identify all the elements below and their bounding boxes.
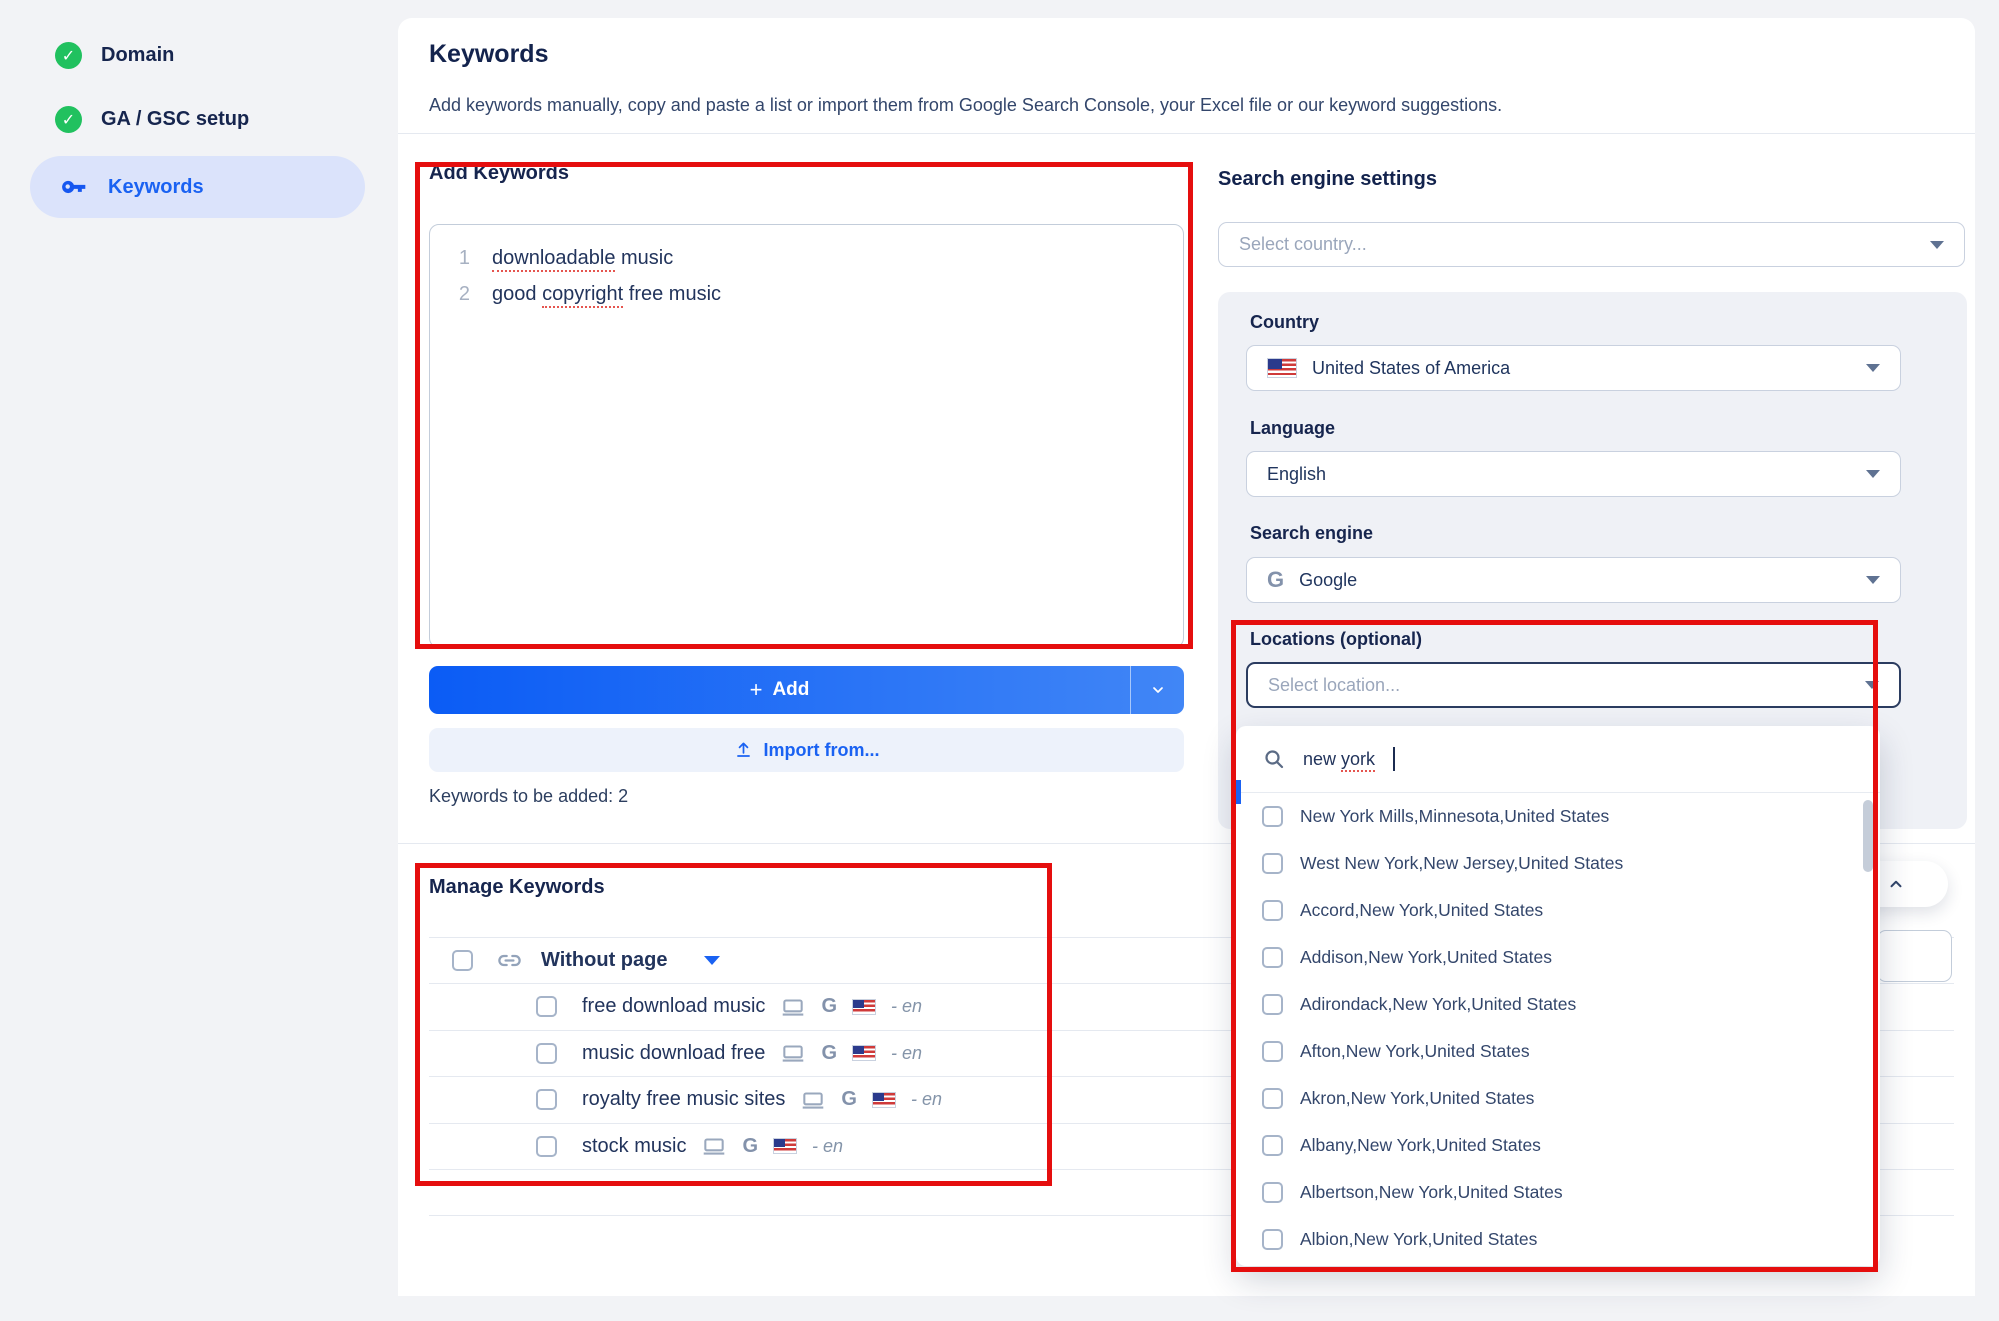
google-icon: G [742,1134,759,1157]
search-engine-label: Search engine [1250,523,1374,543]
chevron-down-icon [1866,364,1880,372]
page-title: Keywords [429,40,549,68]
misspelled-word: copyright [542,283,623,308]
language-tag: - en [891,1042,923,1063]
desktop-icon [780,994,806,1020]
language-label: Language [1250,418,1336,438]
google-icon: G [841,1088,857,1111]
option-checkbox[interactable] [1262,1182,1283,1203]
desktop-icon [780,1040,806,1066]
add-keywords-title: Add Keywords [429,162,570,184]
add-options-button[interactable] [1131,666,1184,714]
keyword-label: stock music [582,1134,687,1157]
line-number: 2 [458,283,470,305]
language-tag: - en [891,996,923,1017]
link-icon [496,947,523,974]
row-checkbox[interactable] [536,996,557,1017]
select-value: English [1267,463,1327,484]
location-option[interactable]: Albertson,New York,United States [1236,1169,1880,1216]
option-checkbox[interactable] [1262,806,1283,827]
keyword-line: 2 good copyright free music [430,276,1183,312]
select-placeholder: Select country... [1239,234,1367,254]
select-value: Google [1299,569,1358,590]
selection-fragment [1236,780,1241,804]
location-option[interactable]: Afton,New York,United States [1236,1028,1880,1075]
chevron-down-icon [1865,681,1879,689]
add-button[interactable]: + Add [749,677,810,702]
location-option[interactable]: Adirondack,New York,United States [1236,981,1880,1028]
sidebar-item-label: Domain [101,44,175,66]
location-select[interactable] [1246,662,1901,708]
location-option[interactable]: Addison,New York,United States [1236,934,1880,981]
chevron-down-icon [1150,682,1166,698]
scrollbar-thumb[interactable] [1863,800,1873,872]
location-option[interactable]: New York Mills,Minnesota,United States [1236,793,1880,840]
check-circle-icon: ✓ [55,106,82,133]
option-checkbox[interactable] [1262,900,1283,921]
location-option[interactable]: Accord,New York,United States [1236,887,1880,934]
country-select[interactable] [1246,345,1901,391]
chevron-down-icon [1930,241,1944,249]
keywords-counter: Keywords to be added: 2 [429,786,629,806]
misspelled-word: downloadable [492,247,615,272]
option-checkbox[interactable] [1262,947,1283,968]
us-flag-icon [773,1138,797,1154]
google-icon: G [1267,567,1285,592]
location-option[interactable]: Albany,New York,United States [1236,1122,1880,1169]
locations-dropdown [1236,726,1880,1266]
sidebar-item-keywords[interactable] [30,156,365,218]
us-flag-icon [1267,358,1297,378]
option-checkbox[interactable] [1262,1041,1283,1062]
select-placeholder: Select location... [1268,674,1401,695]
location-option[interactable]: West New York,New Jersey,United States [1236,840,1880,887]
search-engine-select[interactable] [1246,557,1901,603]
option-checkbox[interactable] [1262,853,1283,874]
location-option[interactable]: Akron,New York,United States [1236,1075,1880,1122]
row-checkbox[interactable] [536,1136,557,1157]
language-tag: - en [910,1089,942,1110]
google-icon: G [821,1041,837,1064]
locations-label: Locations (optional) [1250,629,1422,649]
google-icon: G [821,995,837,1018]
option-checkbox[interactable] [1262,994,1283,1015]
sidebar-item-label: Keywords [108,175,204,198]
desktop-icon [800,1087,826,1113]
sidebar-item-domain[interactable] [55,42,174,69]
group-label: Without page [541,949,668,971]
chevron-up-icon [1887,875,1905,893]
keyword-label: royalty free music sites [582,1088,786,1111]
language-select[interactable] [1246,451,1901,497]
keywords-textarea[interactable] [429,224,1184,648]
country-label: Country [1250,312,1319,332]
check-circle-icon: ✓ [55,42,82,69]
chevron-down-icon [1866,470,1880,478]
row-checkbox[interactable] [536,1043,557,1064]
us-flag-icon [872,1092,896,1108]
sidebar-item-ga-gsc[interactable] [55,106,249,133]
chevron-down-icon [1866,576,1880,584]
add-button-group [429,666,1184,714]
keyword-line: 1 downloadable music [430,240,1183,276]
option-checkbox[interactable] [1262,1088,1283,1109]
table-filter-button[interactable] [1877,930,1952,982]
row-checkbox[interactable] [536,1089,557,1110]
select-value: United States of America [1312,357,1511,378]
header-divider [398,133,1975,134]
us-flag-icon [852,999,876,1015]
group-checkbox[interactable] [452,950,473,971]
import-from-button[interactable]: Import from... [429,728,1184,772]
location-option[interactable]: Albion,New York,United States [1236,1216,1880,1263]
main-panel [398,18,1975,1296]
search-settings-title: Search engine settings [1218,168,1437,190]
country-search-select[interactable] [1218,222,1965,267]
manage-keywords-title: Manage Keywords [429,876,605,898]
page-subtitle: Add keywords manually, copy and paste a list or import them from Google Search Console, your Excel file or our keyword suggestions. [429,95,1503,115]
desktop-icon [701,1133,727,1159]
keyword-label: music download free [582,1041,766,1064]
group-caret-icon[interactable] [704,956,720,965]
search-icon [1262,747,1286,771]
option-checkbox[interactable] [1262,1229,1283,1250]
location-search-field[interactable]: new york [1236,726,1880,793]
line-number: 1 [458,247,470,269]
key-icon [60,173,88,201]
upload-icon [734,741,753,760]
text-cursor [1393,747,1395,771]
plus-icon: + [749,677,763,702]
language-tag: - en [812,1135,844,1156]
misspelled-word: york [1341,749,1375,772]
option-checkbox[interactable] [1262,1135,1283,1156]
keyword-label: free download music [582,995,766,1018]
us-flag-icon [852,1045,876,1061]
sidebar-item-label: GA / GSC setup [101,108,250,130]
